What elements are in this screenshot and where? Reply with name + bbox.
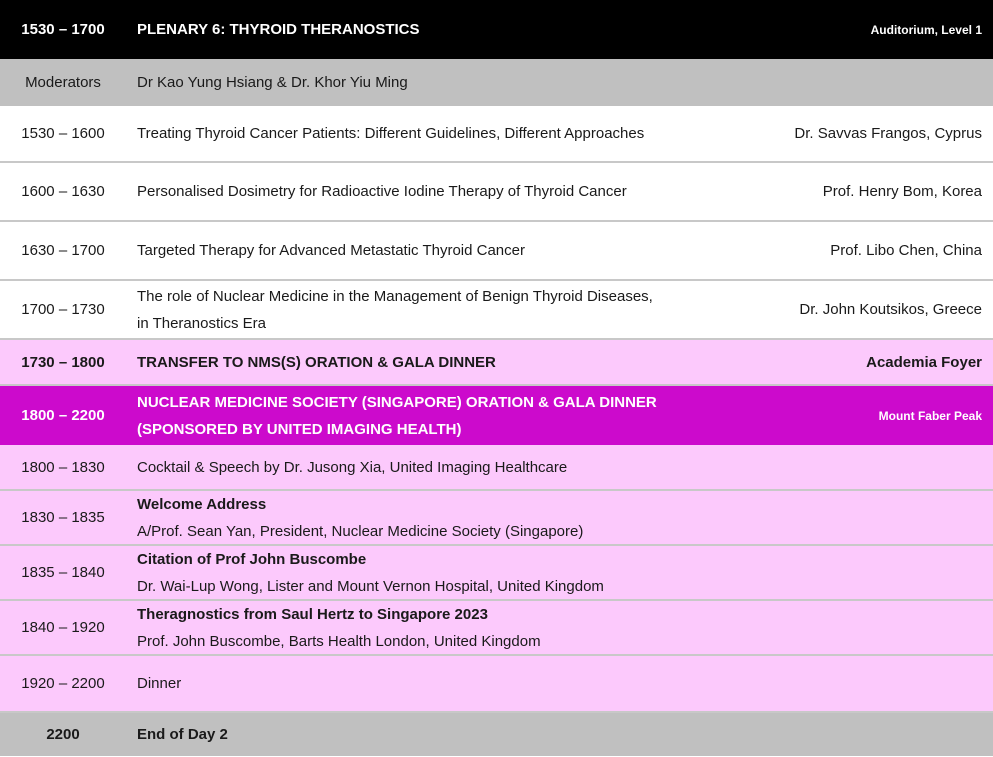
gala-item-row xyxy=(0,445,993,491)
talk-row xyxy=(0,106,993,163)
talk-speaker: Prof. Libo Chen, China xyxy=(830,242,982,259)
session-header-row xyxy=(0,0,993,59)
session-time: 1530 – 1700 xyxy=(21,21,105,38)
gala-item-row xyxy=(0,546,993,601)
talk-time: 1600 – 1630 xyxy=(21,183,105,200)
transfer-venue: Academia Foyer xyxy=(866,353,982,371)
gala-item-time: 1835 – 1840 xyxy=(21,564,105,581)
talk-speaker: Dr. Savvas Frangos, Cyprus xyxy=(794,125,982,142)
oration-time: 1800 – 2200 xyxy=(21,407,105,424)
gala-item-row xyxy=(0,601,993,656)
gala-item-time: 1830 – 1835 xyxy=(21,509,105,526)
talk-speaker: Dr. John Koutsikos, Greece xyxy=(799,301,982,318)
oration-title-line: NUCLEAR MEDICINE SOCIETY (SINGAPORE) ORATION & GALA DINNER xyxy=(137,393,657,411)
end-text: End of Day 2 xyxy=(137,726,228,743)
talk-time: 1700 – 1730 xyxy=(21,301,105,318)
gala-item-time: 1840 – 1920 xyxy=(21,619,105,636)
talk-title: Targeted Therapy for Advanced Metastatic Thyroid Cancer xyxy=(137,242,525,259)
moderators-names: Dr Kao Yung Hsiang & Dr. Khor Yiu Ming xyxy=(137,74,408,91)
gala-item-text: Cocktail & Speech by Dr. Jusong Xia, United Imaging Healthcare xyxy=(137,458,568,476)
session-title: PLENARY 6: THYROID THERANOSTICS xyxy=(137,21,420,38)
oration-title-line: (SPONSORED BY UNITED IMAGING HEALTH) xyxy=(137,420,462,438)
talk-row xyxy=(0,222,993,281)
gala-item-time: 1800 – 1830 xyxy=(21,458,105,476)
gala-item-speaker: Dr. Wai-Lup Wong, Lister and Mount Vernon Hospital, United Kingdom xyxy=(137,577,604,595)
session-venue: Auditorium, Level 1 xyxy=(870,22,982,37)
gala-item-title: Citation of Prof John Buscombe xyxy=(137,550,367,568)
oration-title xyxy=(126,389,879,443)
talk-title-line: The role of Nuclear Medicine in the Management of Benign Thyroid Diseases, xyxy=(137,287,653,305)
talk-title: Personalised Dosimetry for Radioactive Iodine Therapy of Thyroid Cancer xyxy=(137,183,627,200)
talk-row xyxy=(0,281,993,340)
transfer-time: 1730 – 1800 xyxy=(21,353,105,371)
gala-item-text xyxy=(126,491,993,545)
talk-title-line: in Theranostics Era xyxy=(137,314,266,332)
gala-item-text xyxy=(126,601,993,655)
gala-item-row xyxy=(0,656,993,713)
gala-item-speaker: Prof. John Buscombe, Barts Health London, United Kingdom xyxy=(137,632,541,650)
talk-title xyxy=(126,283,799,337)
oration-venue: Mount Faber Peak xyxy=(878,408,982,423)
talk-title: Treating Thyroid Cancer Patients: Different Guidelines, Different Approaches xyxy=(137,125,645,142)
talk-time: 1630 – 1700 xyxy=(21,242,105,259)
end-time: 2200 xyxy=(46,726,80,743)
gala-item-row xyxy=(0,491,993,546)
moderators-row xyxy=(0,59,993,106)
gala-item-time: 1920 – 2200 xyxy=(21,675,105,692)
gala-item-text xyxy=(126,546,993,600)
talk-speaker: Prof. Henry Bom, Korea xyxy=(822,183,982,200)
gala-item-speaker: A/Prof. Sean Yan, President, Nuclear Medicine Society (Singapore) xyxy=(137,522,584,540)
gala-item-text: Dinner xyxy=(137,675,182,692)
gala-item-title: Welcome Address xyxy=(137,495,267,513)
talk-row xyxy=(0,163,993,222)
talk-time: 1530 – 1600 xyxy=(21,125,105,142)
moderators-label: Moderators xyxy=(25,74,101,91)
gala-item-title: Theragnostics from Saul Hertz to Singapore 2023 xyxy=(137,605,488,623)
oration-header-row xyxy=(0,386,993,445)
end-of-day-row xyxy=(0,713,993,756)
transfer-title: TRANSFER TO NMS(S) ORATION & GALA DINNER xyxy=(137,353,496,371)
transfer-row xyxy=(0,340,993,386)
